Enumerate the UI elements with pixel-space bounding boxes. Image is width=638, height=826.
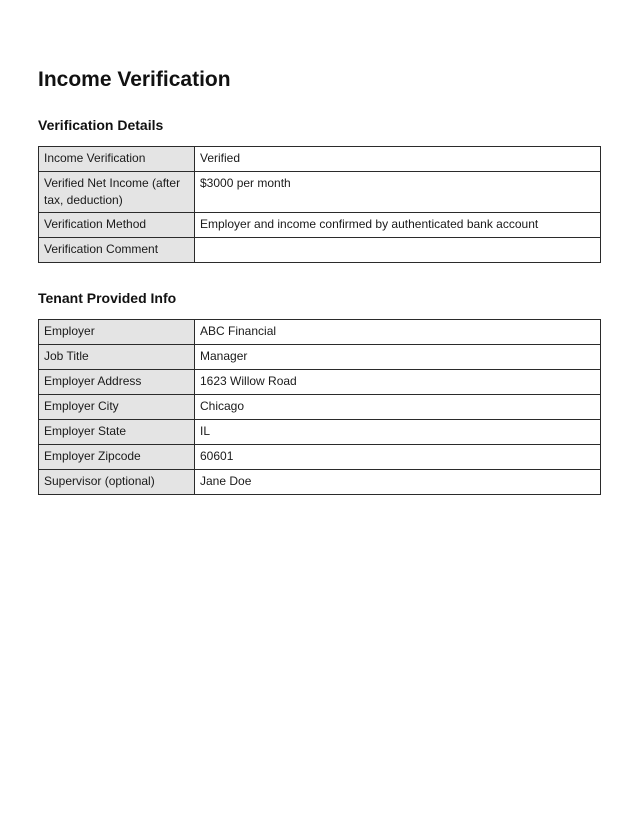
table-row-verification-method xyxy=(39,213,601,238)
section-title-tenant-provided-info: Tenant Provided Info xyxy=(38,290,177,306)
table-row-verified-net-income xyxy=(39,172,601,213)
field-value: Verified xyxy=(195,147,601,172)
field-label: Employer Zipcode xyxy=(39,445,195,470)
field-label: Employer City xyxy=(39,395,195,420)
table-row-job-title xyxy=(39,345,601,370)
field-value: Chicago xyxy=(195,395,601,420)
table-row-employer-state xyxy=(39,420,601,445)
table-row-employer-address xyxy=(39,370,601,395)
field-value xyxy=(195,238,601,263)
tenant-info-table xyxy=(38,319,601,495)
field-label: Employer xyxy=(39,320,195,345)
field-value: Jane Doe xyxy=(195,470,601,495)
table-row-employer-zipcode xyxy=(39,445,601,470)
field-label: Employer Address xyxy=(39,370,195,395)
table-row-income-verification xyxy=(39,147,601,172)
table-row-employer xyxy=(39,320,601,345)
table-row-supervisor xyxy=(39,470,601,495)
field-value: $3000 per month xyxy=(195,172,601,213)
field-label: Verification Method xyxy=(39,213,195,238)
field-label: Verification Comment xyxy=(39,238,195,263)
table-row-employer-city xyxy=(39,395,601,420)
table-row-verification-comment xyxy=(39,238,601,263)
field-label: Income Verification xyxy=(39,147,195,172)
field-label: Verified Net Income (after tax, deduction) xyxy=(39,172,195,213)
field-value: ABC Financial xyxy=(195,320,601,345)
field-label: Employer State xyxy=(39,420,195,445)
field-value: 1623 Willow Road xyxy=(195,370,601,395)
field-label: Supervisor (optional) xyxy=(39,470,195,495)
field-value: Manager xyxy=(195,345,601,370)
field-value: 60601 xyxy=(195,445,601,470)
field-label: Job Title xyxy=(39,345,195,370)
field-value: Employer and income confirmed by authenticated bank account xyxy=(195,213,601,238)
verification-details-table xyxy=(38,146,601,263)
field-value: IL xyxy=(195,420,601,445)
section-title-verification-details: Verification Details xyxy=(38,117,164,133)
page-title: Income Verification xyxy=(38,68,231,91)
